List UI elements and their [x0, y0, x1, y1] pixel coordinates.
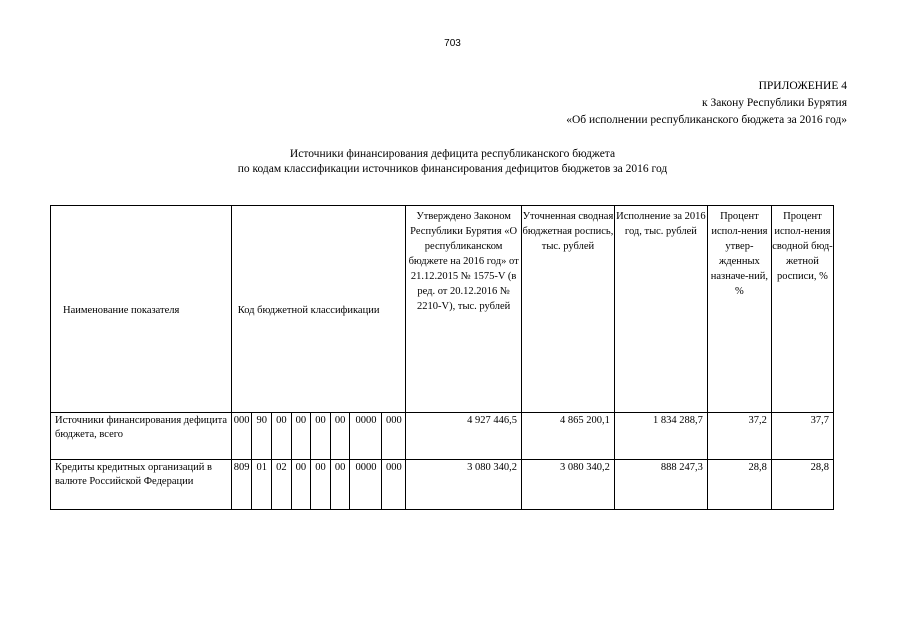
- appendix-law-reference: к Закону Республики Бурятия: [701, 97, 847, 109]
- row-name: Источники финансирования дефицита бюджета, всего: [51, 413, 232, 460]
- code-part: 00: [311, 460, 331, 510]
- title-line-1: Источники финансирования дефицита республиканского бюджета: [289, 148, 616, 160]
- code-part: 000: [382, 460, 406, 510]
- table-row: [51, 460, 834, 510]
- approved-value: 4 927 446,5: [406, 413, 522, 460]
- percent-refined-value: 28,8: [771, 460, 833, 510]
- code-part: 90: [252, 413, 272, 460]
- appendix-heading: [566, 78, 847, 129]
- appendix-number: ПРИЛОЖЕНИЕ 4: [758, 80, 847, 92]
- code-part: 00: [330, 413, 350, 460]
- code-part: 809: [231, 460, 252, 510]
- header-refined-budget: Уточненная сводная бюджетная роспись, тыс. рублей: [521, 206, 614, 413]
- budget-sources-table: [50, 205, 834, 510]
- appendix-law-title: «Об исполнении республиканского бюджета за 2016 год»: [566, 114, 847, 126]
- title-line-2: по кодам классификации источников финансирования дефицитов бюджетов за 2016 год: [237, 163, 668, 175]
- page-number: 703: [444, 38, 461, 49]
- percent-approved-value: 37,2: [707, 413, 771, 460]
- header-executed: Исполнение за 2016 год, тыс. рублей: [614, 206, 707, 413]
- header-percent-approved: Процент испол-нения утвер-жденных назначе-ний, %: [707, 206, 771, 413]
- header-approved: Утверждено Законом Республики Бурятия «О республиканском бюджете на 2016 год» от 21.12.2015 № 1575-V (в ред. от 20.12.2016 № 2210-V), тыс. рублей: [406, 206, 522, 413]
- approved-value: 3 080 340,2: [406, 460, 522, 510]
- table-row: [51, 413, 834, 460]
- header-classification-code: Код бюджетной классификации: [231, 206, 406, 413]
- percent-approved-value: 28,8: [707, 460, 771, 510]
- code-part: 00: [311, 413, 331, 460]
- percent-refined-value: 37,7: [771, 413, 833, 460]
- code-part: 00: [291, 413, 311, 460]
- code-part: 0000: [350, 460, 382, 510]
- code-part: 000: [231, 413, 252, 460]
- code-part: 000: [382, 413, 406, 460]
- code-part: 00: [272, 413, 292, 460]
- document-title: [0, 147, 905, 177]
- code-part: 02: [272, 460, 292, 510]
- refined-value: 3 080 340,2: [521, 460, 614, 510]
- row-name: Кредиты кредитных организаций в валюте Российской Федерации: [51, 460, 232, 510]
- executed-value: 1 834 288,7: [614, 413, 707, 460]
- code-part: 00: [291, 460, 311, 510]
- header-row: [51, 206, 834, 413]
- header-percent-refined: Процент испол-нения сводной бюд-жетной росписи, %: [771, 206, 833, 413]
- executed-value: 888 247,3: [614, 460, 707, 510]
- header-indicator-name: Наименование показателя: [51, 206, 232, 413]
- code-part: 00: [330, 460, 350, 510]
- code-part: 0000: [350, 413, 382, 460]
- code-part: 01: [252, 460, 272, 510]
- refined-value: 4 865 200,1: [521, 413, 614, 460]
